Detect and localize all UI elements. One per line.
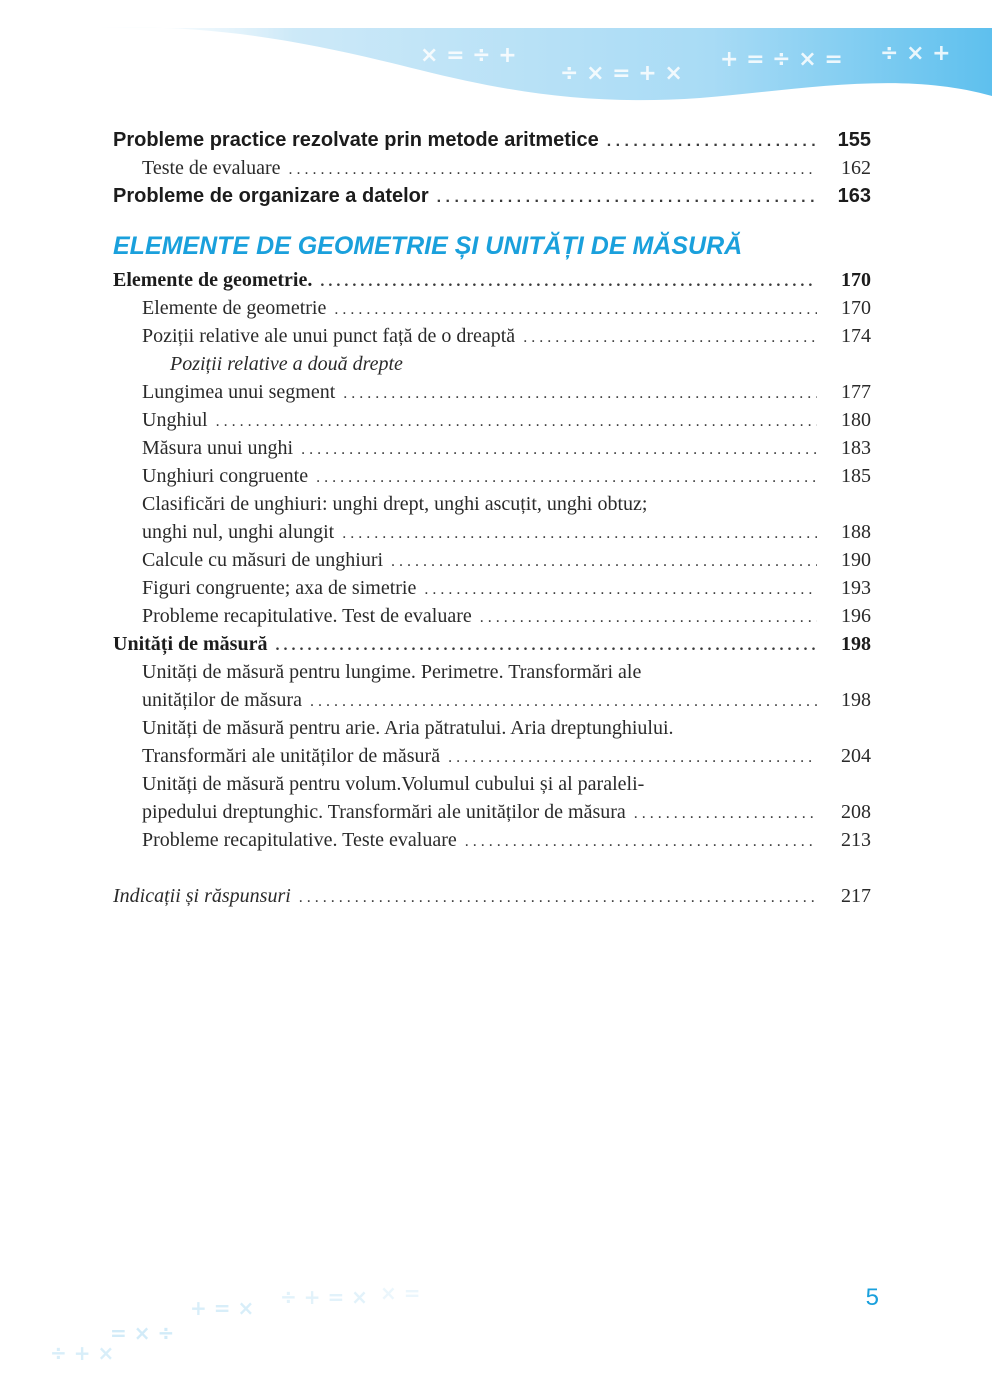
toc-entry-label: unghi nul, unghi alungit xyxy=(142,521,335,543)
toc-entry-practical-problems[interactable] xyxy=(113,126,871,154)
toc-entry-page: 170 xyxy=(841,269,871,291)
toc-entry-page: 177 xyxy=(841,381,871,403)
toc-entry-evaluation-tests[interactable] xyxy=(142,154,871,182)
toc-entry-label: Probleme recapitulative. Test de evaluare xyxy=(142,605,472,627)
toc-entry[interactable] xyxy=(142,518,871,546)
toc-entry[interactable] xyxy=(142,546,871,574)
dot-leader xyxy=(310,688,817,716)
toc-entry-page: 155 xyxy=(837,129,871,151)
toc-entry[interactable] xyxy=(142,574,871,602)
section-title: ELEMENTE DE GEOMETRIE ȘI UNITĂȚI DE MĂSURĂ xyxy=(113,232,743,260)
toc-entry-page: 183 xyxy=(841,437,871,459)
toc-entry-page: 193 xyxy=(841,577,871,599)
svg-text:÷ + ×: ÷ + × xyxy=(90,39,161,64)
toc-entry-page: 196 xyxy=(841,605,871,627)
toc-entry-label: Unghiul xyxy=(142,409,208,431)
dot-leader xyxy=(448,744,817,772)
page-number: 5 xyxy=(865,1284,879,1311)
dot-leader xyxy=(465,828,817,856)
dot-leader xyxy=(216,408,817,436)
toc-entry-label: Indicații și răspunsuri xyxy=(113,885,291,907)
toc-entry-page: 190 xyxy=(841,549,871,571)
toc-heading-units[interactable] xyxy=(113,630,871,658)
toc-entry-page: 162 xyxy=(841,157,871,179)
toc-entry-data-organization[interactable] xyxy=(113,182,871,210)
toc-entry-page: 180 xyxy=(841,409,871,431)
toc-entry-label: Elemente de geometrie. xyxy=(113,269,313,291)
toc-entry-page: 163 xyxy=(837,185,871,207)
toc-entry-label-line: Clasificări de unghiuri: unghi drept, unghi ascuțit, unghi obtuz; xyxy=(142,493,648,515)
toc-entry-label: Măsura unui unghi xyxy=(142,437,294,459)
toc-entry-label: Probleme practice rezolvate prin metode aritmetice xyxy=(113,129,599,151)
toc-entry[interactable] xyxy=(142,798,871,826)
dot-leader xyxy=(275,632,817,660)
header-decoration xyxy=(0,0,992,120)
toc-entry-page: 213 xyxy=(841,829,871,851)
toc-entry-label: Transformări ale unităților de măsură xyxy=(142,745,441,767)
toc-entry-label: Probleme de organizare a datelor xyxy=(113,185,429,207)
toc-entry-label: Figuri congruente; axa de simetrie xyxy=(142,577,417,599)
toc-entry-page: 188 xyxy=(841,521,871,543)
dot-leader xyxy=(437,184,817,212)
toc-entry-label-line: Unități de măsură pentru arie. Aria pătratului. Aria dreptunghiului. xyxy=(142,717,674,739)
toc-entry-label: Poziții relative ale unui punct față de o dreaptă xyxy=(142,325,516,347)
dot-leader xyxy=(343,380,817,408)
dot-leader xyxy=(424,576,817,604)
dot-leader xyxy=(634,800,817,828)
dot-leader xyxy=(299,884,817,912)
toc-entry-label-line: Unități de măsură pentru lungime. Perimetre. Transformări ale xyxy=(142,661,642,683)
toc-entry-label: Probleme recapitulative. Teste evaluare xyxy=(142,829,457,851)
svg-text:× =: × = xyxy=(380,1281,421,1305)
toc-entry-label: unităților de măsura xyxy=(142,689,302,711)
dot-leader xyxy=(301,436,817,464)
toc-entry-page: 217 xyxy=(841,885,871,907)
dot-leader xyxy=(316,464,817,492)
dot-leader xyxy=(334,296,817,324)
svg-text:÷ + ×: ÷ + × xyxy=(50,1341,115,1365)
svg-text:+ ÷ =: + ÷ = xyxy=(300,71,371,96)
toc-subentry-label: Poziții relative a două drepte xyxy=(170,353,403,375)
toc-entry[interactable] xyxy=(142,322,871,350)
toc-entry-label: Lungimea unui segment xyxy=(142,381,336,403)
toc-entry-page: 185 xyxy=(841,465,871,487)
svg-text:× = ÷ +: × = ÷ + xyxy=(420,43,517,68)
toc-entry[interactable] xyxy=(142,602,871,630)
dot-leader xyxy=(289,156,817,184)
toc-heading-geometry[interactable] xyxy=(113,266,871,294)
toc-entry-answers[interactable] xyxy=(113,882,871,910)
svg-text:= × +: = × + xyxy=(190,53,261,78)
footer-decoration xyxy=(0,1270,520,1389)
dot-leader xyxy=(523,324,817,352)
svg-text:÷ × = + ×: ÷ × = + × xyxy=(560,61,683,86)
toc-entry-page: 208 xyxy=(841,801,871,823)
dot-leader xyxy=(320,268,817,296)
toc-entry[interactable] xyxy=(142,406,871,434)
toc-entry[interactable] xyxy=(142,294,871,322)
toc-entry-page: 198 xyxy=(841,633,871,655)
svg-text:÷ × +: ÷ × + xyxy=(880,41,951,66)
toc-entry[interactable] xyxy=(142,378,871,406)
toc-entry-page: 174 xyxy=(841,325,871,347)
toc-entry-label-line: Unități de măsură pentru volum.Volumul cubului și al paraleli- xyxy=(142,773,645,795)
toc-entry-label: Teste de evaluare xyxy=(142,157,281,179)
dot-leader xyxy=(607,128,817,156)
toc-entry[interactable] xyxy=(142,686,871,714)
svg-text:= × ÷: = × ÷ xyxy=(110,1321,175,1345)
toc-entry-label: Elemente de geometrie xyxy=(142,297,327,319)
toc-entry-page: 170 xyxy=(841,297,871,319)
svg-text:+ = ×: + = × xyxy=(190,1296,255,1320)
toc-entry[interactable] xyxy=(142,742,871,770)
toc-entry[interactable] xyxy=(142,826,871,854)
toc-entry-page: 204 xyxy=(841,745,871,767)
toc-entry-label: Unghiuri congruente xyxy=(142,465,309,487)
dot-leader xyxy=(342,520,817,548)
toc-entry[interactable] xyxy=(142,462,871,490)
toc-entry[interactable] xyxy=(142,434,871,462)
svg-text:+ = ÷ × =: + = ÷ × = xyxy=(720,47,843,72)
svg-text:÷ + = ×: ÷ + = × xyxy=(280,1285,368,1309)
toc-entry-page: 198 xyxy=(841,689,871,711)
toc-entry-label: Unități de măsură xyxy=(113,633,268,655)
dot-leader xyxy=(391,548,817,576)
toc-entry-label: Calcule cu măsuri de unghiuri xyxy=(142,549,384,571)
dot-leader xyxy=(480,604,817,632)
toc-entry-label: pipedului dreptunghic. Transformări ale unităților de măsura xyxy=(142,801,626,823)
